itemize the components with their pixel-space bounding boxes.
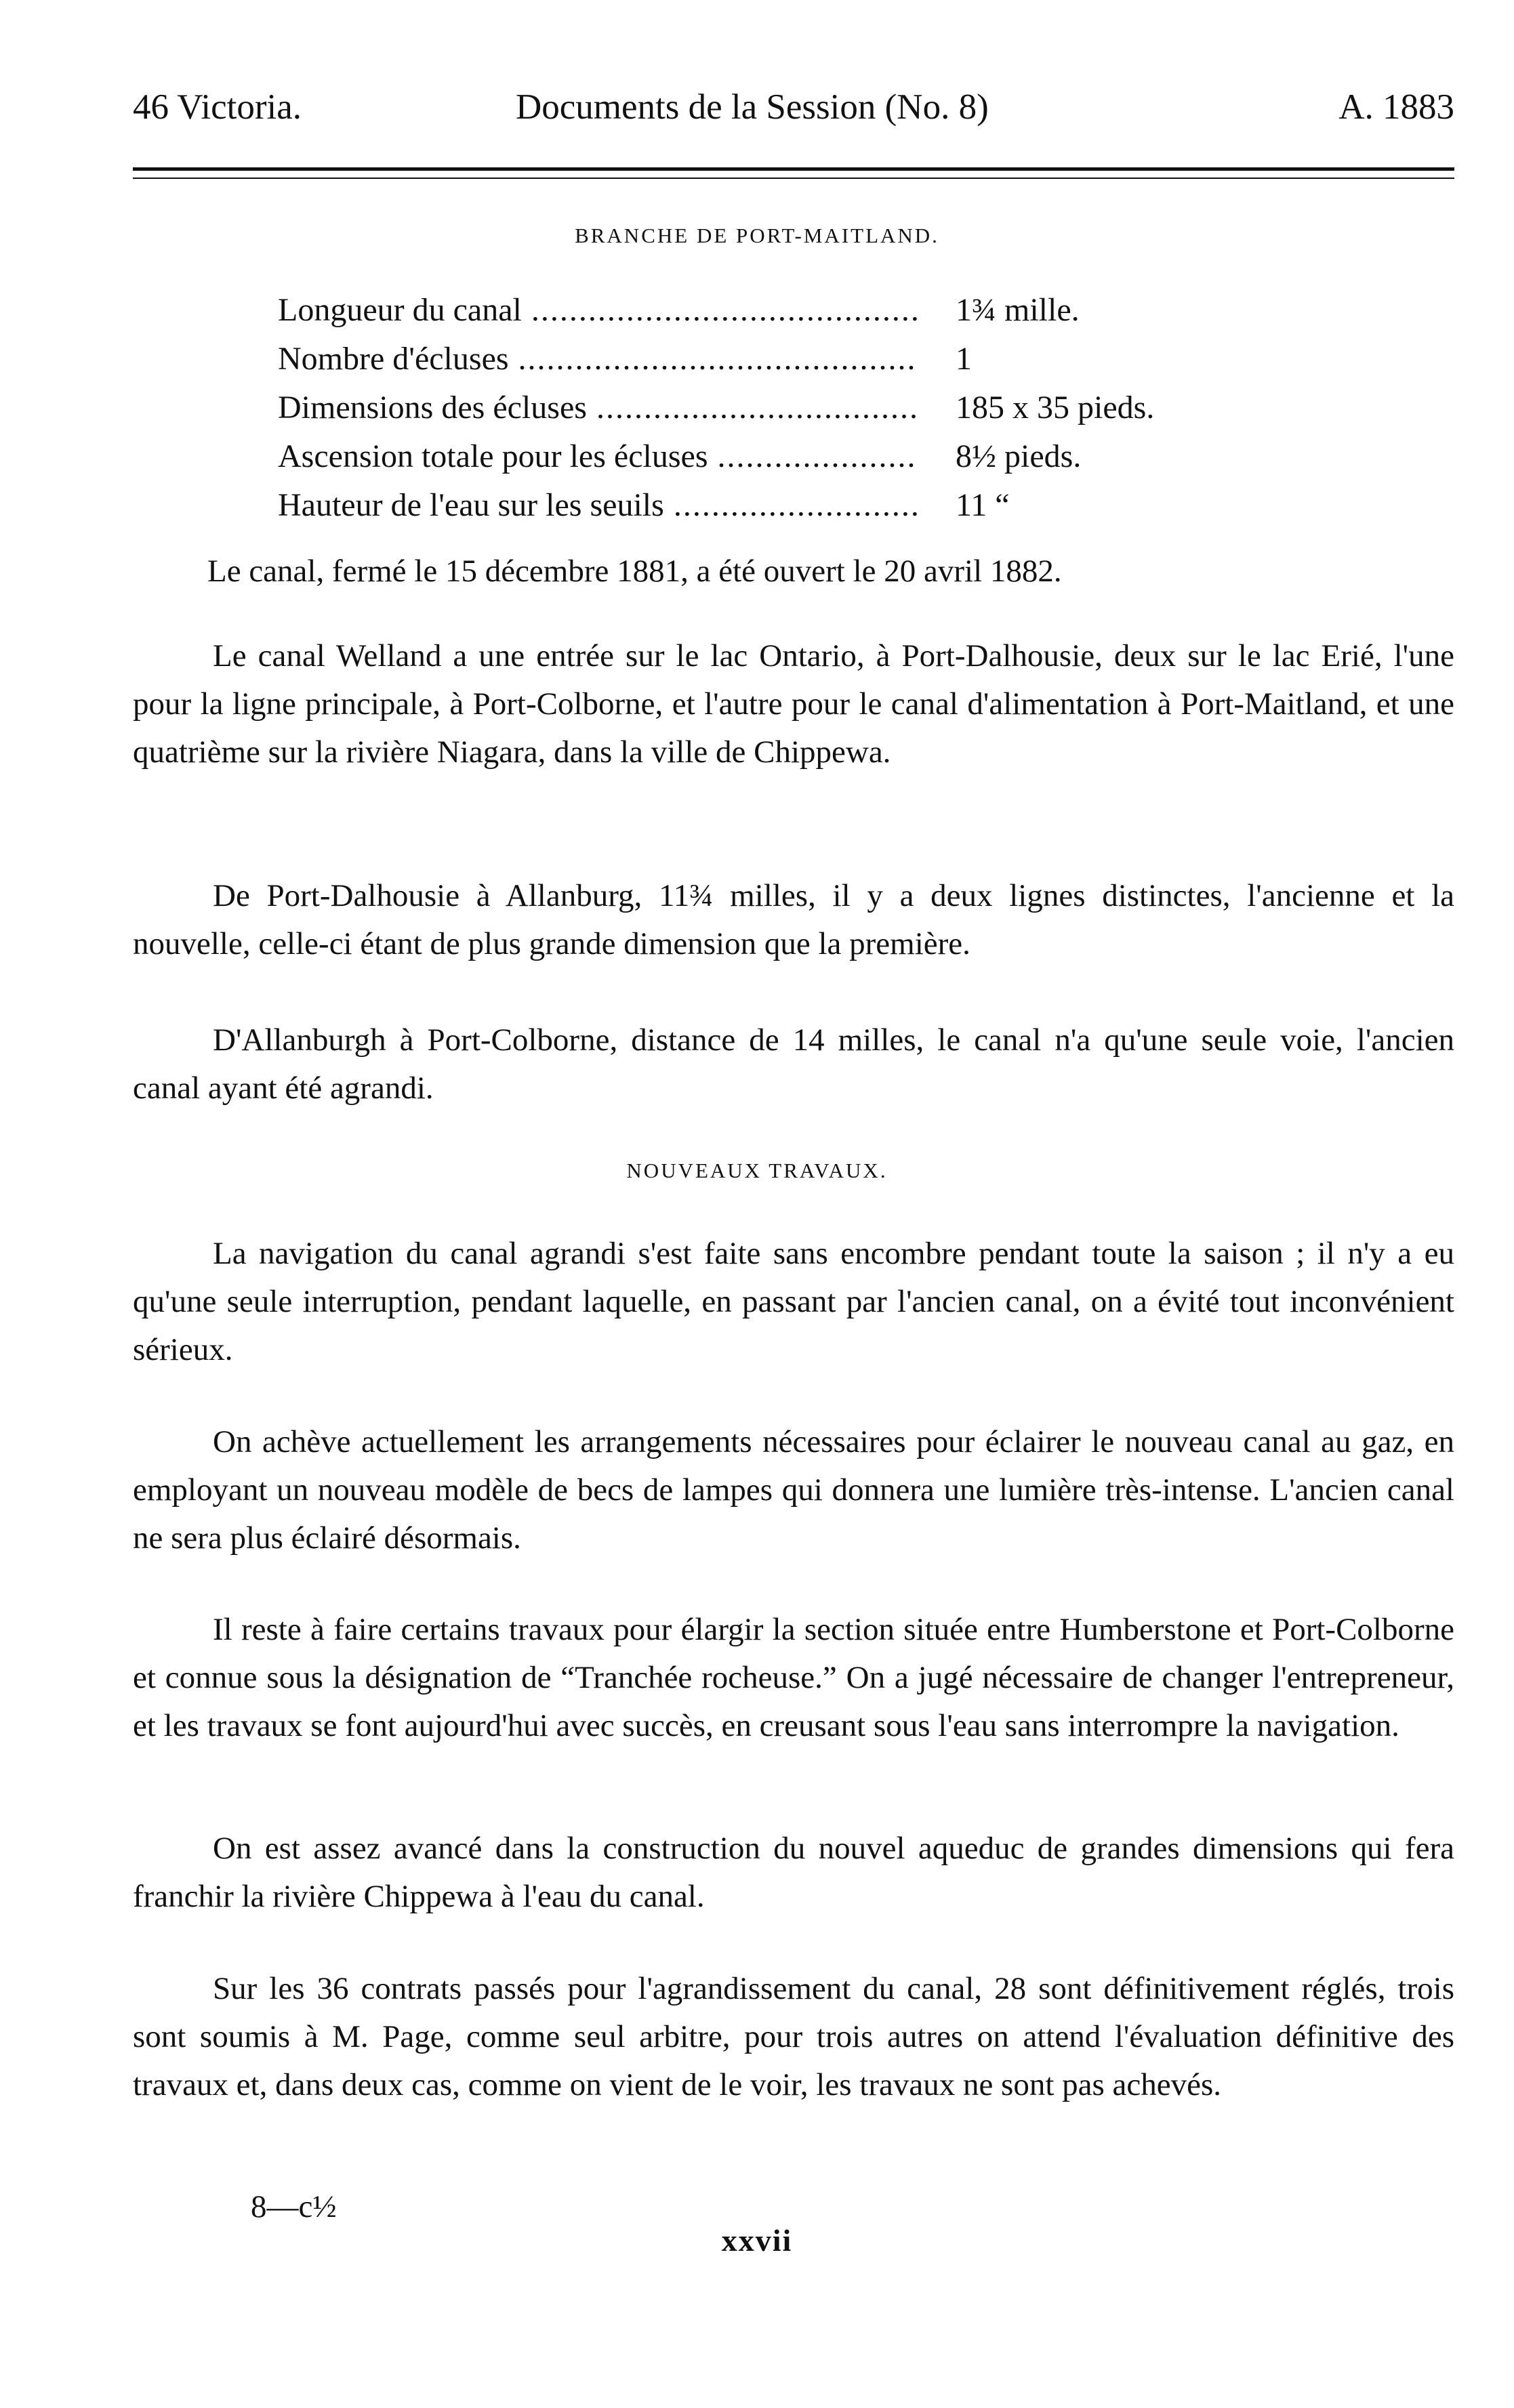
spec-label: Nombre d'écluses .....: [278, 335, 918, 383]
spec-label: Hauteur de l'eau sur les seuils .....: [278, 481, 918, 530]
header-rule-thick: [133, 167, 1454, 171]
paragraph-gas-lighting: On achève actuellement les arrangements nécessaires pour éclairer le nouveau canal au gaz, en employant un nouveau modèle de becs de lampes qui donnera une lumière très-intense. L'ancien canal ne sera plus éclairé désormais.: [133, 1424, 1454, 1556]
spec-label: Ascension totale pour les écluses .....: [278, 432, 918, 481]
paragraph-allanburgh-colborne: D'Allanburgh à Port-Colborne, distance de 14 milles, le canal n'a qu'une seule voie, l'ancien canal ayant été agrandi.: [133, 1022, 1454, 1106]
running-header: [133, 87, 1454, 141]
paragraph-contracts: Sur les 36 contrats passés pour l'agrandissement du canal, 28 sont définitivement réglés, trois sont soumis à M. Page, comme seul arbitre, pour trois autres on attend l'évaluation définitive des travaux et, dans deux cas, comme on vient de le voir, les travaux ne sont pas achevés.: [133, 1971, 1454, 2102]
paragraph-closing-dates: Le canal, fermé le 15 décembre 1881, a été ouvert le 20 avril 1882.: [207, 554, 1062, 589]
section-heading-branche: BRANCHE DE PORT-MAITLAND.: [575, 224, 939, 247]
paragraph-entrances: Le canal Welland a une entrée sur le lac Ontario, à Port-Dalhousie, deux sur le lac Erié, l'une pour la ligne principale, à Port-Colborne, et l'autre pour le canal d'alimentation à Port-Maitland, et une quatrième sur la rivière Niagara, dans la ville de Chippewa.: [133, 638, 1454, 770]
spec-value: 185 x 35 pieds.: [956, 390, 1155, 425]
spec-value: 1¾ mille.: [956, 292, 1080, 328]
header-right: A. 1883: [1338, 87, 1454, 127]
paragraph-dalhousie-allanburg: De Port-Dalhousie à Allanburg, 11¾ milles, il y a deux lignes distinctes, l'ancienne et la nouvelle, celle-ci étant de plus grande dimension que la première.: [133, 878, 1454, 961]
signature-mark: 8—c½: [251, 2189, 337, 2224]
spec-value: 11 “: [956, 487, 1010, 523]
paragraph-aqueduct: On est assez avancé dans la construction du nouvel aqueduc de grandes dimensions qui fera franchir la rivière Chippewa à l'eau du canal.: [133, 1831, 1454, 1914]
spec-value: 1: [956, 341, 972, 377]
spec-label: Longueur du canal .....: [278, 286, 918, 335]
paragraph-tranchee-rocheuse: Il reste à faire certains travaux pour élargir la section située entre Humberstone et Port-Colborne et connue sous la désignation de “Tranchée rocheuse.” On a jugé nécessaire de changer l'entrepreneur, et les travaux se font aujourd'hui avec succès, en creusant sous l'eau sans interrompre la navigation.: [133, 1612, 1454, 1743]
header-left: 46 Victoria.: [133, 87, 302, 127]
header-rule-thin: [133, 178, 1454, 179]
paragraph-navigation: La navigation du canal agrandi s'est faite sans encombre pendant toute la saison ; il n'y a eu qu'une seule interruption, pendant laquelle, en passant par l'ancien canal, on a évité tout inconvénient sérieux.: [133, 1236, 1454, 1367]
spec-label: Dimensions des écluses .....: [278, 383, 918, 432]
header-center: Documents de la Session (No. 8): [516, 87, 989, 127]
section-heading-nouveaux-travaux: NOUVEAUX TRAVAUX.: [626, 1159, 888, 1182]
page-folio: xxvii: [721, 2223, 793, 2258]
spec-value: 8½ pieds.: [956, 438, 1082, 474]
